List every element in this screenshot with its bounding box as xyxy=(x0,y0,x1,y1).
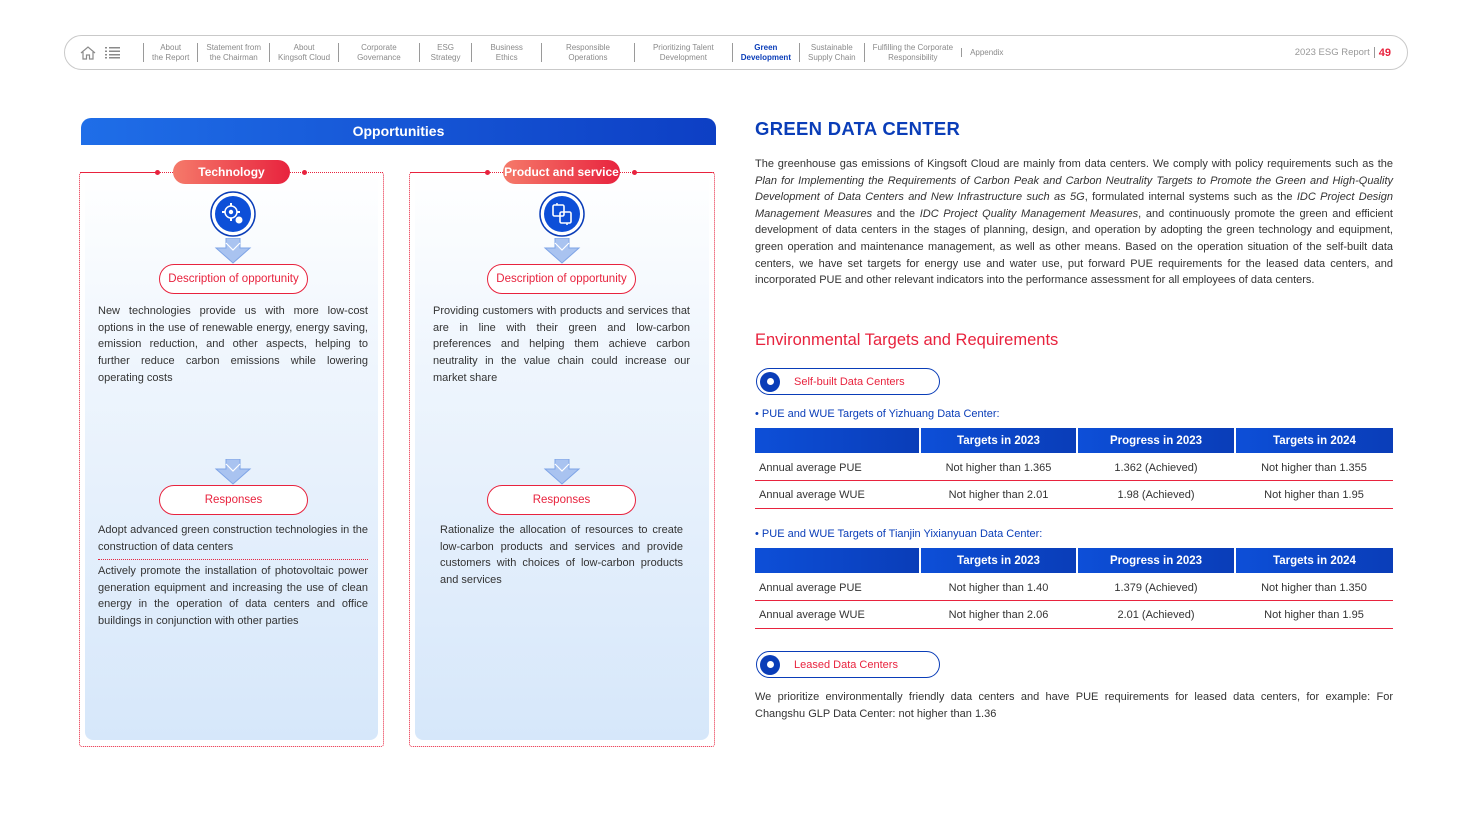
product-service-response-1: Rationalize the allocation of resources to create low-carbon products and services and provide customers with choices of low-carbon products and services xyxy=(440,524,683,587)
radio-dot-icon xyxy=(760,655,780,675)
nav-corporate-governance[interactable]: Corporate Governance xyxy=(338,43,419,62)
table-cell: Annual average WUE xyxy=(755,601,920,629)
nav-responsible-operations[interactable]: Responsible Operations xyxy=(541,43,634,62)
list-icon[interactable] xyxy=(105,46,120,59)
self-built-tag xyxy=(756,368,940,395)
product-service-icon xyxy=(539,191,585,237)
technology-description-label: Description of opportunity xyxy=(159,264,308,294)
product-service-responses-label: Responses xyxy=(487,485,636,515)
table-cell: Not higher than 1.355 xyxy=(1235,453,1393,481)
yizhuang-targets-table xyxy=(755,428,1393,509)
technology-gear-icon xyxy=(210,191,256,237)
nav-talent-development[interactable]: Prioritizing Talent Development xyxy=(634,43,732,62)
table-header-cell: Progress in 2023 xyxy=(1077,428,1235,453)
table-cell: Not higher than 1.95 xyxy=(1235,601,1393,629)
product-service-title: Product and service xyxy=(503,160,620,184)
table-header-cell: Progress in 2023 xyxy=(1077,548,1235,573)
page-indicator xyxy=(1295,47,1407,59)
report-label: 2023 ESG Report xyxy=(1294,47,1370,58)
table-cell: Not higher than 2.01 xyxy=(920,481,1077,509)
table-cell: Not higher than 1.365 xyxy=(920,453,1077,481)
table-header-cell: Targets in 2023 xyxy=(920,428,1077,453)
table-header-row xyxy=(755,548,1393,573)
nav-about-report[interactable]: About the Report xyxy=(143,43,197,62)
nav-corporate-responsibility[interactable]: Fulfilling the Corporate Responsibility xyxy=(864,43,961,62)
arrow-down-icon xyxy=(543,459,581,485)
technology-responses-label: Responses xyxy=(159,485,308,515)
technology-response-1: Adopt advanced green construction technologies in the construction of data centers xyxy=(98,524,368,553)
table-row xyxy=(755,601,1393,629)
table-header-cell xyxy=(755,428,920,453)
table-cell: Annual average WUE xyxy=(755,481,920,509)
nav-business-ethics[interactable]: Business Ethics xyxy=(471,43,540,62)
nav-esg-strategy[interactable]: ESG Strategy xyxy=(419,43,472,62)
arrow-down-icon xyxy=(214,459,252,485)
table-cell: Annual average PUE xyxy=(755,453,920,481)
table-row xyxy=(755,481,1393,509)
product-service-description-text: Providing customers with products and services that are in line with their green and low-carbon preferences and helping them achieve carbon neutrality in the value chain could increase our market share xyxy=(433,305,690,384)
technology-response-2: Actively promote the installation of photovoltaic power generation equipment and increasing the use of clean energy in the operation of data centers and office buildings in conjunction with other parties xyxy=(98,565,368,628)
table-cell: 1.98 (Achieved) xyxy=(1077,481,1235,509)
environmental-targets-heading: Environmental Targets and Requirements xyxy=(755,331,1059,349)
table-cell: Annual average PUE xyxy=(755,573,920,601)
leased-paragraph: We prioritize environmentally friendly data centers and have PUE requirements for leased data centers, for example: For Changshu GLP Data Center: not higher than 1.36 xyxy=(755,691,1393,720)
nav-appendix[interactable]: Appendix xyxy=(961,48,1011,58)
arrow-down-icon xyxy=(214,238,252,264)
table-cell: 1.362 (Achieved) xyxy=(1077,453,1235,481)
nav-chairman-statement[interactable]: Statement from the Chairman xyxy=(197,43,269,62)
home-icon[interactable] xyxy=(79,45,97,61)
table-header-cell: Targets in 2024 xyxy=(1235,428,1393,453)
table-header-row xyxy=(755,428,1393,453)
radio-dot-icon xyxy=(760,372,780,392)
arrow-down-icon xyxy=(543,238,581,264)
intro-paragraph: The greenhouse gas emissions of Kingsoft Cloud are mainly from data centers. We comply with policy requirements such as the Plan for Implementing the Requirements of Carbon Peak and Carbon Neutrality Targets to Promote the Green and High-Quality Development of Data Centers and New Infrastructure such as 5G, formulated internal systems such as the IDC Project Design Management Measures and the IDC Project Quality Management Measures, and continuously promote the green and efficient development of data centers in the stages of planning, design, and operation by adopting the green technology and equipment, green operation and maintenance management, as well as other means. Based on the operation situation of the self-built data centers, we have set targets for energy use and water use, put forward PUE requirements for the leased data centers, and incorporated PUE and other relevant indicators into the performance assessment for all employees of data centers. xyxy=(755,158,1393,287)
table-header-cell xyxy=(755,548,920,573)
table-header-cell: Targets in 2024 xyxy=(1235,548,1393,573)
nav-icons xyxy=(65,45,143,61)
table-cell: 2.01 (Achieved) xyxy=(1077,601,1235,629)
section-title: GREEN DATA CENTER xyxy=(755,118,961,139)
table-header-cell: Targets in 2023 xyxy=(920,548,1077,573)
self-built-label: Self-built Data Centers xyxy=(794,375,905,388)
table-cell: Not higher than 2.06 xyxy=(920,601,1077,629)
technology-description-text: New technologies provide us with more low-cost options in the use of renewable energy, energy saving, emission reduction, and other aspects, helping to further reduce carbon emissions while lowering operating costs xyxy=(98,305,368,384)
nav-about-kingsoft[interactable]: About Kingsoft Cloud xyxy=(269,43,338,62)
nav-supply-chain[interactable]: Sustainable Supply Chain xyxy=(799,43,864,62)
product-service-description-label: Description of opportunity xyxy=(487,264,636,294)
top-navigation xyxy=(64,35,1408,70)
nav-green-development[interactable]: Green Development xyxy=(732,43,799,62)
table-cell: Not higher than 1.350 xyxy=(1235,573,1393,601)
table-row xyxy=(755,453,1393,481)
tianjin-targets-table xyxy=(755,548,1393,629)
yizhuang-table-title: • PUE and WUE Targets of Yizhuang Data Center: xyxy=(755,408,1000,420)
table-row xyxy=(755,573,1393,601)
table-cell: 1.379 (Achieved) xyxy=(1077,573,1235,601)
tianjin-table-title: • PUE and WUE Targets of Tianjin Yixianyuan Data Center: xyxy=(755,528,1043,540)
opportunities-header: Opportunities xyxy=(81,118,716,145)
page-number: 49 xyxy=(1378,46,1391,59)
technology-title: Technology xyxy=(173,160,290,184)
table-cell: Not higher than 1.40 xyxy=(920,573,1077,601)
leased-label: Leased Data Centers xyxy=(794,658,898,671)
table-cell: Not higher than 1.95 xyxy=(1235,481,1393,509)
leased-tag xyxy=(756,651,940,678)
